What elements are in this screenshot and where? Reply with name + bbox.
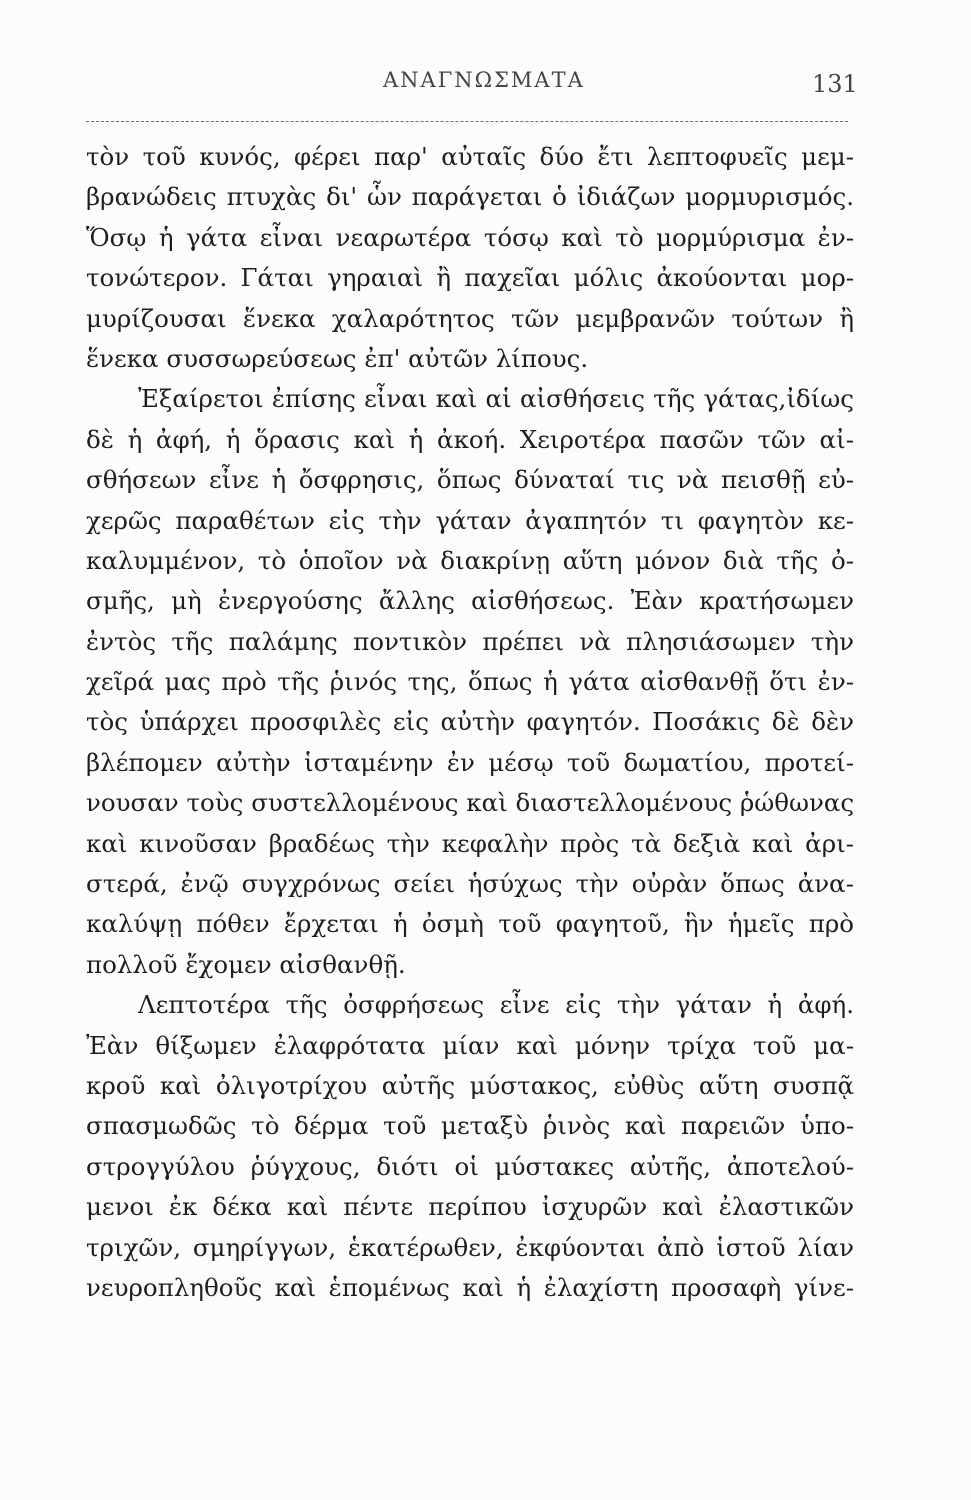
- page-number: 131: [812, 70, 858, 98]
- text-line: σπασμωδῶς τὸ δέρμα τοῦ μεταξὺ ῥινὸς καὶ παρειῶν ὑπο-: [86, 1111, 854, 1141]
- text-line: βρανώδεις πτυχὰς δι' ὧν παράγεται ὁ ἰδιάζων μορμυρισμός.: [86, 182, 854, 212]
- running-head: ΑΝΑΓΝΩΣΜΑΤΑ: [383, 68, 585, 92]
- text-line: τονώτερον. Γάται γηραιαὶ ἢ παχεῖαι μόλις ἀκούονται μορ-: [86, 263, 854, 293]
- text-line: Ἐξαίρετοι ἐπίσης εἶναι καὶ αἱ αἰσθήσεις τῆς γάτας,ἰδίως: [138, 384, 854, 414]
- text-line: χερῶς παραθέτων εἰς τὴν γάταν ἀγαπητόν τι φαγητὸν κε-: [86, 505, 854, 535]
- text-line: Ὅσῳ ἡ γάτα εἶναι νεαρωτέρα τόσῳ καὶ τὸ μορμύρισμα ἐν-: [86, 222, 854, 252]
- text-line: δὲ ἡ ἀφή, ἡ ὅρασις καὶ ἡ ἀκοή. Χειροτέρα πασῶν τῶν αἰ-: [86, 424, 854, 454]
- text-line: πολλοῦ ἔχομεν αἰσθανθῇ.: [86, 949, 406, 979]
- header-rule: [86, 121, 848, 122]
- text-line: νουσαν τοὺς συστελλομένους καὶ διαστελλομένους ῥώθωνας: [86, 788, 854, 818]
- text-line: στερά, ἐνῷ συγχρόνως σείει ἡσύχως τὴν οὐρὰν ὅπως ἀνα-: [86, 869, 854, 899]
- text-line: καὶ κινοῦσαν βραδέως τὴν κεφαλὴν πρὸς τὰ δεξιὰ καὶ ἀρι-: [86, 828, 854, 858]
- text-line: σθήσεων εἶνε ἡ ὄσφρησις, ὅπως δύναταί τις νὰ πεισθῇ εὐ-: [86, 465, 854, 495]
- text-line: νευροπληθοῦς καὶ ἑπομένως καὶ ἡ ἐλαχίστη προσαφὴ γίνε-: [86, 1272, 854, 1302]
- text-line: Λεπτοτέρα τῆς ὀσφρήσεως εἶνε εἰς τὴν γάταν ἡ ἀφή.: [138, 990, 854, 1020]
- text-line: τριχῶν, σμηρίγγων, ἑκατέρωθεν, ἐκφύονται ἀπὸ ἱστοῦ λίαν: [86, 1232, 854, 1262]
- text-line: στρογγύλου ῥύγχους, διότι οἱ μύστακες αὐτῆς, ἀποτελού-: [86, 1151, 854, 1181]
- text-line: ἕνεκα συσσωρεύσεως ἐπ' αὐτῶν λίπους.: [86, 343, 589, 373]
- text-line: τὸν τοῦ κυνός, φέρει παρ' αὐταῖς δύο ἔτι λεπτοφυεῖς μεμ-: [86, 142, 854, 171]
- text-line: ἐντὸς τῆς παλάμης ποντικὸν πρέπει νὰ πλησιάσωμεν τὴν: [86, 626, 854, 656]
- text-line: σμῆς, μὴ ἐνεργούσης ἄλλης αἰσθήσεως. Ἐὰν κρατήσωμεν: [86, 586, 854, 616]
- text-line: μυρίζουσαι ἕνεκα χαλαρότητος τῶν μεμβρανῶν τούτων ἢ: [86, 303, 854, 333]
- text-line: Ἐὰν θίξωμεν ἐλαφρότατα μίαν καὶ μόνην τρίχα τοῦ μα-: [86, 1030, 854, 1060]
- text-line: χεῖρά μας πρὸ τῆς ῥινός της, ὅπως ἡ γάτα αἰσθανθῇ ὅτι ἐν-: [86, 667, 854, 697]
- text-line: τὸς ὑπάρχει προσφιλὲς εἰς αὐτὴν φαγητόν. Ποσάκις δὲ δὲν: [86, 707, 854, 737]
- text-line: μενοι ἐκ δέκα καὶ πέντε περίπου ἰσχυρῶν καὶ ἐλαστικῶν: [86, 1192, 854, 1222]
- text-line: κροῦ καὶ ὀλιγοτρίχου αὐτῆς μύστακος, εὐθὺς αὕτη συσπᾷ: [86, 1070, 854, 1100]
- text-line: καλύψῃ πόθεν ἔρχεται ἡ ὀσμὴ τοῦ φαγητοῦ, ἣν ἡμεῖς πρὸ: [86, 909, 854, 939]
- body-text: [86, 137, 854, 1308]
- text-line: βλέπομεν αὐτὴν ἱσταμένην ἐν μέσῳ τοῦ δωματίου, προτεί-: [86, 747, 854, 777]
- text-line: καλυμμένον, τὸ ὁποῖον νὰ διακρίνῃ αὕτη μόνον διὰ τῆς ὀ-: [86, 545, 854, 575]
